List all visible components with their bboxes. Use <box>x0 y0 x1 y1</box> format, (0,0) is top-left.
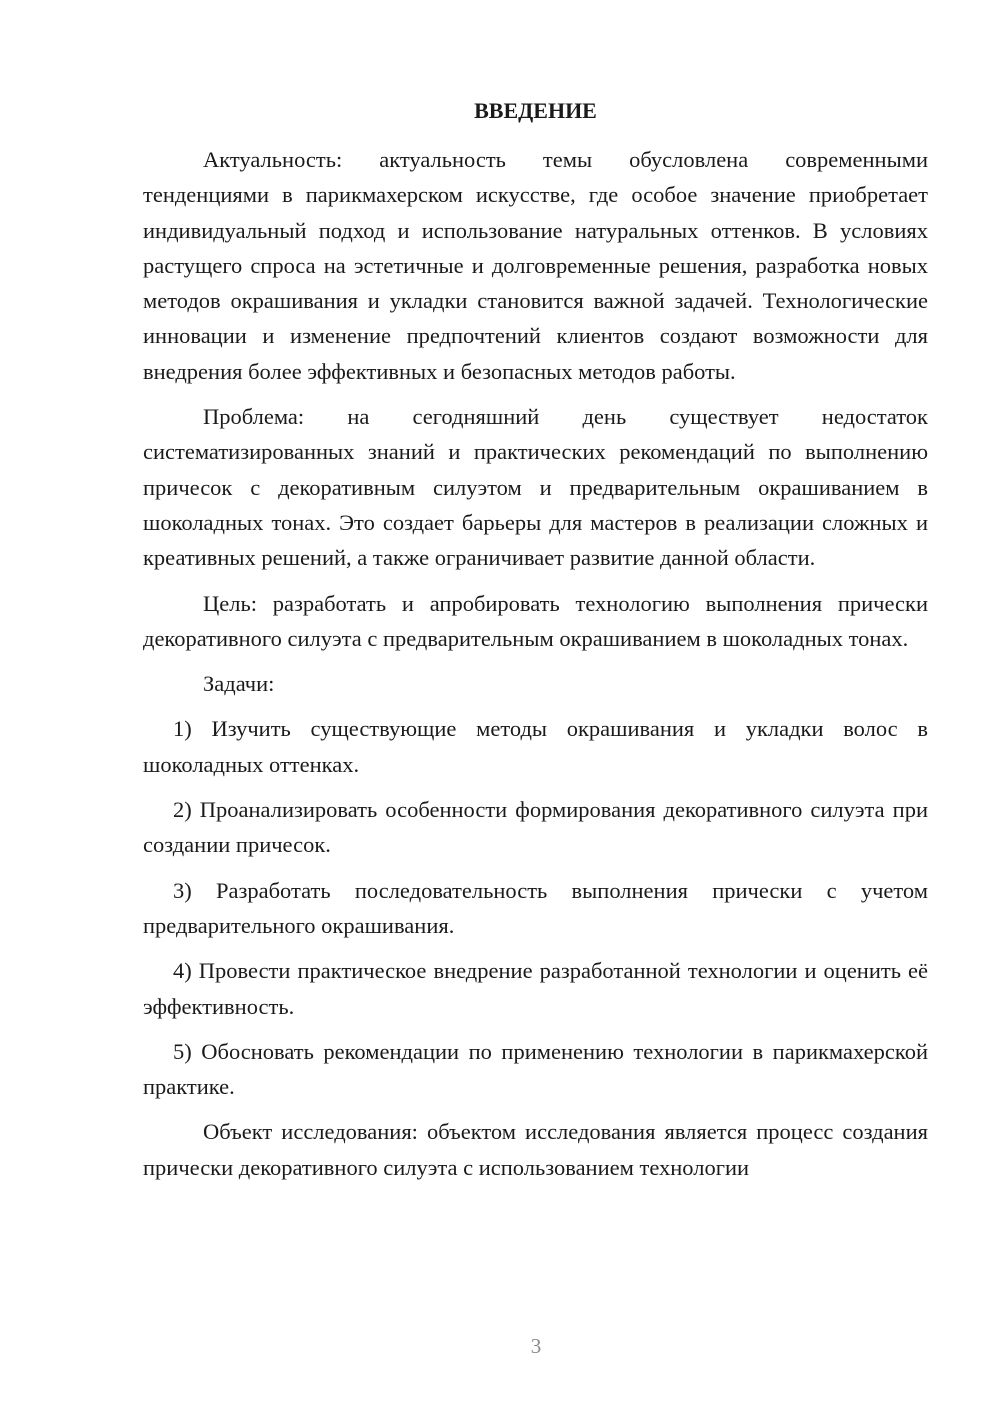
list-item: 5) Обосновать рекомендации по применению технологии в парикмахерской практике. <box>143 1038 928 1100</box>
list-item: 2) Проанализировать особенности формирования декоративного силуэта при создании причесок. <box>143 797 928 858</box>
page-number: 3 <box>530 1334 542 1358</box>
paragraph-problem: Проблема: на сегодняшний день существует недостаток систематизированных знаний и практических рекомендаций по выполнению причесок с декоративным силуэтом и предварительным окрашиванием в шоколадных тонах. Это создает барьеры для мастеров в реализации сложных и креативных решений, а также ограничивает развитие данной области. <box>143 404 928 571</box>
paragraph-goal: Цель: разработать и апробировать технологию выполнения прически декоративного силуэта с предварительным окрашиванием в шоколадных тонах. <box>143 590 928 651</box>
paragraph-tasks-label: Задачи: <box>203 671 275 697</box>
list-item: 3) Разработать последовательность выполнения прически с учетом предварительного окрашивания. <box>143 877 928 938</box>
tasks-list <box>143 711 928 1104</box>
list-item: 1) Изучить существующие методы окрашивания и укладки волос в шоколадных оттенках. <box>143 716 928 777</box>
list-item: 4) Провести практическое внедрение разработанной технологии и оценить её эффективность. <box>143 958 928 1019</box>
paragraph-object: Объект исследования: объектом исследования является процесс создания прически декоративного силуэта с использованием технологии <box>143 1119 928 1180</box>
paragraph-relevance: Актуальность: актуальность темы обусловлена современными тенденциями в парикмахерском искусстве, где особое значение приобретает индивидуальный подход и использование натуральных оттенков. В условиях растущего спроса на эстетичные и долговременные решения, разработка новых методов окрашивания и укладки становится важной задачей. Технологические инновации и изменение предпочтений клиентов создают возможности для внедрения более эффективных и безопасных методов работы. <box>143 147 928 384</box>
section-heading: ВВЕДЕНИЕ <box>474 98 597 123</box>
document-body <box>143 142 928 1185</box>
